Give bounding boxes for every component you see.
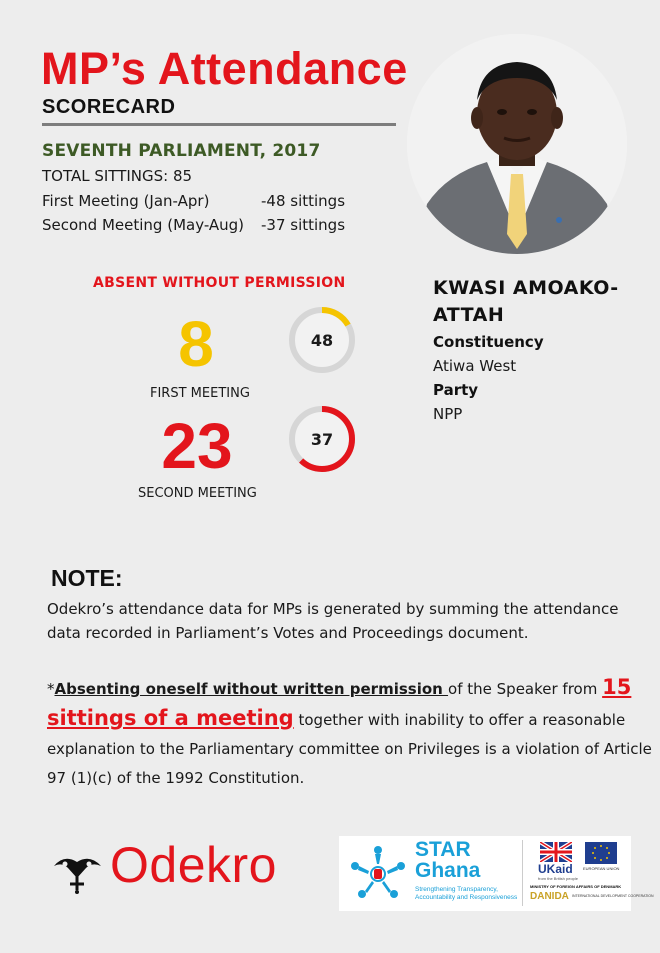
absent-heading: ABSENT WITHOUT PERMISSION: [93, 275, 346, 291]
constituency-label: Constituency: [433, 333, 544, 351]
sponsor-panel: [339, 836, 654, 911]
note-heading: NOTE:: [51, 565, 123, 591]
second-meeting-absent-count: 23: [161, 410, 233, 482]
uk-flag-icon: [540, 842, 572, 862]
parliament-heading: SEVENTH PARLIAMENT, 2017: [42, 141, 321, 161]
star-ghana-icon: [347, 844, 409, 904]
star-ghana-tagline: [415, 886, 517, 902]
note-text: Odekro’s attendance data for MPs is generated by summing the attendance data recorded in Parliament’s Votes and Proceedings document.: [47, 600, 619, 642]
star-line2: Ghana: [415, 859, 481, 882]
legal-note: [47, 673, 652, 793]
second-meeting-ring: [287, 404, 357, 474]
total-sittings: TOTAL SITTINGS: 85: [42, 167, 193, 185]
party-label: Party: [433, 381, 479, 399]
odekro-wordmark: Odekro: [110, 837, 277, 893]
second-meeting-label: Second Meeting (May-Aug): [42, 216, 245, 234]
party-value: NPP: [433, 405, 463, 423]
first-meeting-absent-count: 8: [178, 308, 214, 380]
first-ring-value: 48: [310, 331, 334, 350]
odekro-logo-icon: [50, 850, 105, 895]
second-meeting-caption: SECOND MEETING: [138, 486, 257, 501]
eu-flag-icon: [585, 842, 617, 864]
mp-name-line2: ATTAH: [433, 304, 505, 326]
first-meeting-sittings: -48 sittings: [261, 192, 346, 210]
eu-label: EUROPEAN UNION: [583, 866, 620, 871]
legal-red-highlight: 15 sittings of a meeting: [47, 675, 632, 730]
constituency-value: Atiwa West: [433, 357, 517, 375]
star-ghana-title: [415, 839, 480, 881]
star-line1: STAR: [415, 838, 471, 861]
second-meeting-sittings: -37 sittings: [261, 216, 346, 234]
first-meeting-label: First Meeting (Jan-Apr): [42, 192, 210, 210]
danida-label: DANIDA: [530, 891, 569, 902]
ministry-label: MINISTRY OF FOREIGN AFFAIRS OF DENMARK: [530, 884, 622, 889]
ukaid-sub: from the British people: [538, 876, 579, 881]
mp-portrait: [407, 34, 627, 254]
second-ring-value: 37: [310, 430, 334, 449]
first-meeting-caption: FIRST MEETING: [150, 386, 250, 401]
ukaid-label: UKaid: [538, 862, 573, 876]
legal-rest: together with inability to offer a reasonable explanation to the Parliamentary committee on Privileges is a violation of Article 97 (1)(c) of the 1992 Constitution.: [47, 711, 652, 787]
legal-mid: of the Speaker from: [448, 680, 603, 698]
page-title: MP’s Attendance: [41, 43, 408, 94]
first-meeting-ring: [287, 305, 357, 375]
sponsor-divider: [522, 840, 523, 906]
star-tagline1: Strengthening Transparency,: [415, 886, 498, 893]
legal-emphasis: Absenting oneself without written permission: [54, 680, 449, 698]
page-subtitle: SCORECARD: [42, 96, 176, 118]
mp-name: [433, 275, 619, 329]
star-tagline2: Accountability and Responsiveness: [415, 894, 518, 901]
danida-sub: INTERNATIONAL DEVELOPMENT COOPERATION: [572, 894, 654, 898]
legal-asterisk: *: [47, 680, 55, 698]
mp-name-line1: KWASI AMOAKO-: [433, 277, 619, 299]
title-divider: [42, 123, 396, 126]
